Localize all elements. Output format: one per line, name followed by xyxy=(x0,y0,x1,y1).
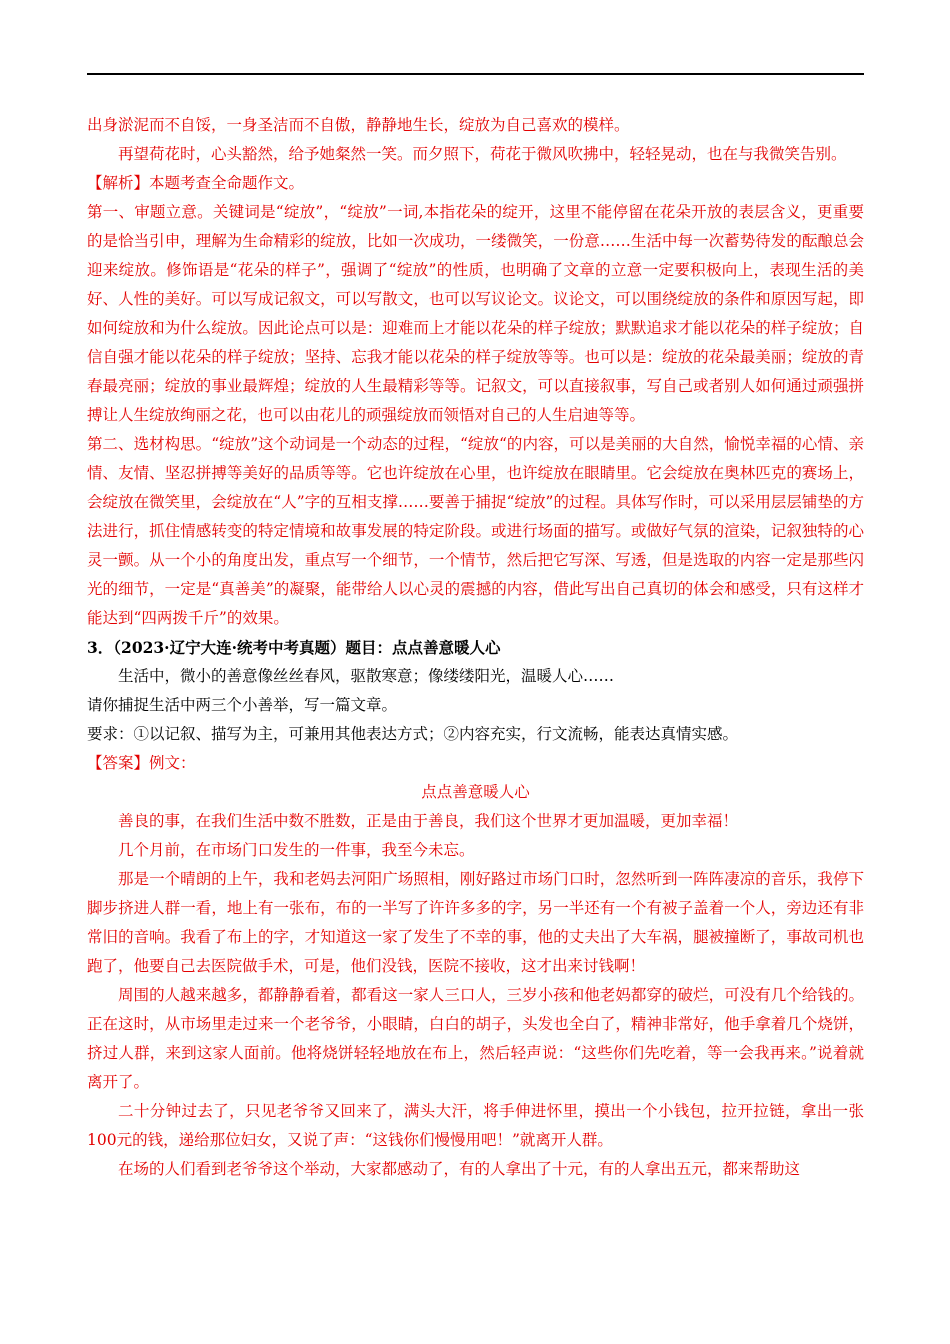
essay-paragraph: 那是一个晴朗的上午，我和老妈去河阳广场照相，刚好路过市场门口时，忽然听到一阵阵凄凉的音乐，我停下脚步挤进人群一看，地上有一张布，布的一半写了许许多多的字，另一半还有一个有被子盖着一个人，旁边还有非常旧的音响。我看了布上的字，才知道这一家了发生了不幸的事，他的丈夫出了大车祸，腿被撞断了，事故司机也跑了，他要自己去医院做手术，可是，他们没钱，医院不接收，这才出来讨钱啊！ xyxy=(87,870,864,975)
analysis-paragraph: 第一、审题立意。关键词是“绽放”，“绽放”一词,本指花朵的绽开，这里不能停留在花朵开放的表层含义，更重要的是恰当引申，理解为生命精彩的绽放，比如一次成功，一缕微笑，一份意……生活中每一次蓄势待发的酝酿总会迎来绽放。修饰语是“花朵的样子”，强调了“绽放”的性质，也明确了文章的立意一定要积极向上，表现生活的美好、人性的美好。可以写成记叙文，可以写散文，也可以写议论文。议论文，可以围绕绽放的条件和原因写起，即如何绽放和为什么绽放。因此论点可以是：迎难而上才能以花朵的样子绽放；默默追求才能以花朵的样子绽放；自信自强才能以花朵的样子绽放；坚持、忘我才能以花朵的样子绽放等等。也可以是：绽放的花朵最美丽；绽放的青春最亮丽；绽放的事业最辉煌；绽放的人生最精彩等等。记叙文，可以直接叙事，写自己或者别人如何通过顽强拼搏让人生绽放绚丽之花，也可以由花儿的顽强绽放而领悟对自己的人生启迪等等。 xyxy=(87,203,864,424)
answer-intro: 例文： xyxy=(149,754,196,772)
question-prompt: 生活中，微小的善意像丝丝春风，驱散寒意；像缕缕阳光，温暖人心…… xyxy=(118,667,615,685)
essay-paragraph: 在场的人们看到老爷爷这个举动，大家都感动了，有的人拿出了十元，有的人拿出五元，都来帮助这 xyxy=(118,1160,801,1178)
essay-paragraph: 周围的人越来越多，都静静看着，都看这一家人三口人，三岁小孩和他老妈都穿的破烂，可没有几个给钱的。正在这时，从市场里走过来一个老爷爷，小眼睛，白白的胡子，头发也全白了，精神非常好，他手拿着几个烧饼，挤过人群，来到这家人面前。他将烧饼轻轻地放在布上，然后轻声说：“这些你们先吃着，等一会我再来。”说着就离开了。 xyxy=(87,986,864,1091)
analysis-heading xyxy=(87,169,864,198)
question-title: 3．（2023·辽宁大连·统考中考真题）题目：点点善意暖人心 xyxy=(87,638,501,657)
answer-tag: 【答案】 xyxy=(87,754,150,772)
header-rule xyxy=(87,73,864,75)
answer-heading xyxy=(87,749,864,778)
document-body xyxy=(87,111,864,1184)
essay-title: 点点善意暖人心 xyxy=(421,783,530,801)
question-requirements: 要求：①以记叙、描写为主，可兼用其他表达方式；②内容充实，行文流畅，能表达真情实感。 xyxy=(87,725,739,743)
essay-paragraph: 二十分钟过去了，只见老爷爷又回来了，满头大汗，将手伸进怀里，摸出一个小钱包，拉开拉链，拿出一张100元的钱，递给那位妇女，又说了声：“这钱你们慢慢用吧！”就离开人群。 xyxy=(87,1102,864,1149)
essay-paragraph: 再望荷花时，心头豁然，给予她粲然一笑。而夕照下，荷花于微风吹拂中，轻轻晃动，也在与我微笑告别。 xyxy=(118,145,847,163)
question-task: 请你捕捉生活中两三个小善举，写一篇文章。 xyxy=(87,696,398,714)
essay-paragraph: 善良的事，在我们生活中数不胜数，正是由于善良，我们这个世界才更加温暖，更加幸福！ xyxy=(118,812,739,830)
analysis-tag: 【解析】 xyxy=(87,174,150,192)
essay-paragraph: 几个月前，在市场门口发生的一件事，我至今未忘。 xyxy=(118,841,475,859)
essay-paragraph: 出身淤泥而不自馁，一身圣洁而不自傲，静静地生长，绽放为自己喜欢的模样。 xyxy=(87,116,630,134)
analysis-paragraph: 第二、选材构思。“绽放”这个动词是一个动态的过程，“绽放“的内容，可以是美丽的大自然，愉悦幸福的心情、亲情、友情、坚忍拼搏等美好的品质等等。它也许绽放在心里，也许绽放在眼睛里。它会绽放在奥林匹克的赛场上，会绽放在微笑里，会绽放在“人”字的互相支撑……要善于捕捉“绽放”的过程。具体写作时，可以采用层层铺垫的方法进行，抓住情感转变的特定情境和故事发展的特定阶段。或进行场面的描写。或做好气氛的渲染，记叙独特的心灵一颤。从一个小的角度出发，重点写一个细节，一个情节，然后把它写深、写透，但是选取的内容一定是那些闪光的细节，一定是“真善美”的凝聚，能带给人以心灵的震撼的内容，借此写出自己真切的体会和感受，只有这样才能达到“四两拨千斤”的效果。 xyxy=(87,435,864,627)
analysis-intro: 本题考查全命题作文。 xyxy=(149,174,305,192)
